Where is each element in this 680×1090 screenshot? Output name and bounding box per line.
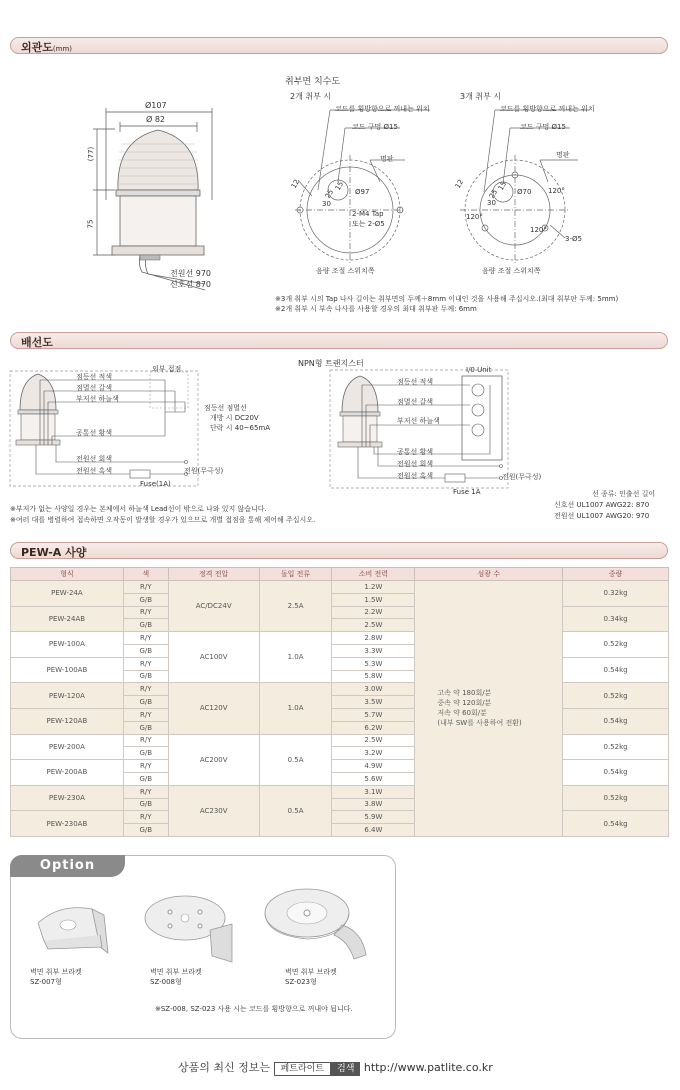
table-row: [11, 708, 669, 721]
table-cell: R/Y: [123, 734, 168, 747]
plate-label-two: 명판: [380, 155, 394, 163]
power-wire-black-label: 전원선 흑색: [76, 467, 113, 475]
cord-direction-label-three: 코드를 횡방향으로 꺼내는 위치: [500, 105, 595, 113]
holes-3-label: 3-Ø5: [565, 235, 582, 243]
flash-wire-label: 점멸선 갈색: [76, 384, 113, 392]
wire-length-power: 전원선 970: [170, 269, 211, 278]
spec-header-cell: 소비 전력: [332, 568, 415, 581]
fuse-label: Fuse(1A): [140, 480, 171, 488]
table-cell: 2.8W: [332, 632, 415, 645]
flash-count-line: 고속 약 180회/분: [437, 689, 492, 698]
table-cell: PEW-120AB: [11, 708, 124, 734]
wire-signal-spec: 신호선 UL1007 AWG22: 870: [554, 501, 650, 509]
table-cell: 3.0W: [332, 683, 415, 696]
table-cell: 0.54kg: [563, 760, 669, 786]
dim-107: Ø107: [145, 101, 167, 110]
mount-note-1: ※3개 취부 시의 Tap 나사 길이는 취부면의 두께＋8mm 이내인 것을 사용해 주십시오.(최대 취부판 두께: 5mm): [275, 295, 619, 303]
external-contact-label: 외부 접점: [152, 365, 182, 373]
table-cell: 1.2W: [332, 581, 415, 594]
io-unit-label: I/0 Unit: [466, 366, 492, 374]
table-cell: 0.34kg: [563, 606, 669, 632]
table-row: [11, 760, 669, 773]
table-cell: 5.6W: [332, 772, 415, 785]
bracket-sz007-image: [30, 895, 120, 965]
mount-title: 취부면 치수도: [285, 77, 341, 87]
table-cell: 6.2W: [332, 721, 415, 734]
spec-header-cell: 섬광 수: [415, 568, 563, 581]
table-cell: 3.1W: [332, 785, 415, 798]
angle-120-label-1: 120°: [548, 187, 565, 195]
table-cell: 6.4W: [332, 824, 415, 837]
section-title: 배선도: [21, 336, 53, 349]
dia-70-label: Ø70: [517, 188, 532, 196]
table-cell: 0.52kg: [563, 683, 669, 709]
r12-label-three: 12: [453, 178, 466, 190]
table-cell: PEW-24A: [11, 581, 124, 607]
spec-table-header: [11, 568, 669, 581]
table-cell: G/B: [123, 670, 168, 683]
table-cell: 0.5A: [259, 785, 332, 836]
npn-flash-wire-label: 점멸선 갈색: [397, 398, 434, 406]
table-cell: 5.3W: [332, 657, 415, 670]
table-cell: R/Y: [123, 657, 168, 670]
flash-count-line: 중속 약 120회/분: [437, 699, 492, 708]
table-row: [11, 657, 669, 670]
table-cell: R/Y: [123, 785, 168, 798]
option-3-name: 벽면 취부 브라켓: [285, 968, 337, 976]
angle-120-label-3: 120°: [530, 226, 547, 234]
wire-power-spec: 전원선 UL1007 AWG20: 970: [554, 512, 650, 520]
cord-direction-label-two: 코드를 횡방향으로 꺼내는 위치: [335, 105, 430, 113]
table-cell: AC/DC24V: [168, 581, 259, 632]
table-cell: 1.0A: [259, 683, 332, 734]
table-cell: R/Y: [123, 683, 168, 696]
section-unit: (mm): [52, 45, 72, 53]
table-cell: G/B: [123, 798, 168, 811]
table-cell: G/B: [123, 619, 168, 632]
contact-spec-2: 개방 시 DC20V: [210, 414, 259, 422]
r30-label-three: 30: [487, 199, 496, 207]
table-cell: 0.5A: [259, 734, 332, 785]
lamp-wire-label: 점등선 적색: [76, 373, 113, 381]
table-cell: G/B: [123, 747, 168, 760]
option-1-name: 벽면 취부 브라켓: [30, 968, 82, 976]
option-note: ※SZ-008, SZ-023 사용 시는 코드를 횡방향으로 꺼내야 됩니다.: [155, 1005, 353, 1013]
section-header-spec: [10, 542, 668, 559]
footer-search-field[interactable]: 페트라이트: [274, 1062, 331, 1076]
mount-three-label: 3개 취부 시: [460, 92, 502, 101]
table-row: [11, 683, 669, 696]
spec-header-cell: 돌입 전류: [259, 568, 332, 581]
table-cell: 3.8W: [332, 798, 415, 811]
contact-spec-3: 단락 시 40~65mA: [210, 424, 271, 432]
npn-power-black-label: 전원선 흑색: [397, 472, 434, 480]
table-cell: 2.5W: [332, 734, 415, 747]
flash-count-cell: [415, 581, 563, 837]
spec-header-cell: 정격 전압: [168, 568, 259, 581]
tap-label: 2-M4 Tap: [352, 210, 384, 218]
table-cell: G/B: [123, 824, 168, 837]
dia-97-label: Ø97: [355, 188, 370, 196]
table-cell: 2.5A: [259, 581, 332, 632]
cord-hole-label-three: 코드 구멍 Ø15: [520, 123, 566, 131]
volume-side-label-three: 음량 조절 스위치쪽: [482, 267, 541, 275]
npn-power-gray-label: 전원선 회색: [397, 460, 434, 468]
table-cell: AC120V: [168, 683, 259, 734]
npn-power-nonpolar-label: 전원(무극성): [502, 473, 542, 481]
table-cell: PEW-100A: [11, 632, 124, 658]
npn-common-wire-label: 공통선 황색: [397, 448, 434, 456]
buzzer-wire-label: 부저선 하늘색: [76, 395, 119, 403]
spec-header-cell: 중량: [563, 568, 669, 581]
mount-two-label: 2개 취부 시: [290, 92, 332, 101]
table-cell: R/Y: [123, 760, 168, 773]
r30-label-two: 30: [322, 200, 331, 208]
table-cell: 5.7W: [332, 708, 415, 721]
table-cell: G/B: [123, 772, 168, 785]
table-cell: PEW-200A: [11, 734, 124, 760]
power-nonpolar-label: 전원(무극성): [184, 467, 224, 475]
table-cell: 5.8W: [332, 670, 415, 683]
table-cell: 0.32kg: [563, 581, 669, 607]
flash-count-line: (내부 SW를 사용하여 전환): [437, 719, 522, 728]
cord-hole-label-two: 코드 구멍 Ø15: [352, 123, 398, 131]
table-cell: 0.54kg: [563, 708, 669, 734]
table-cell: R/Y: [123, 632, 168, 645]
r25-label-two: 25: [323, 188, 336, 200]
flash-count-line: 저속 약 60회/분: [437, 709, 487, 718]
common-wire-label: 공통선 황색: [76, 429, 113, 437]
table-cell: PEW-24AB: [11, 606, 124, 632]
table-row: [11, 734, 669, 747]
table-cell: AC200V: [168, 734, 259, 785]
npn-fuse-label: Fuse 1A: [453, 488, 481, 496]
npn-lamp-wire-label: 점등선 적색: [397, 378, 434, 386]
table-cell: 2.2W: [332, 606, 415, 619]
table-cell: PEW-100AB: [11, 657, 124, 683]
table-cell: PEW-200AB: [11, 760, 124, 786]
table-cell: 0.52kg: [563, 734, 669, 760]
section-title: 외관도: [21, 41, 53, 54]
table-cell: R/Y: [123, 811, 168, 824]
footer: [178, 1059, 493, 1076]
table-cell: 0.52kg: [563, 632, 669, 658]
wiring-note-1: ※부저가 없는 사양일 경우는 본체에서 하늘색 Lead선이 밖으로 나와 있지 않습니다.: [10, 505, 267, 513]
spec-header-cell: 색: [123, 568, 168, 581]
table-cell: 0.54kg: [563, 657, 669, 683]
dim-75: 75: [86, 219, 95, 229]
wiring-diagram-right: [0, 0, 680, 520]
bracket-sz023-image: [262, 885, 372, 965]
option-3-model: SZ-023형: [285, 978, 317, 986]
angle-120-label-2: 120°: [466, 213, 483, 221]
table-cell: G/B: [123, 644, 168, 657]
table-cell: 2.5W: [332, 619, 415, 632]
table-cell: 0.52kg: [563, 785, 669, 811]
wire-length-signal: 신호선 870: [170, 280, 211, 289]
spec-table: [10, 567, 669, 837]
table-cell: PEW-120A: [11, 683, 124, 709]
table-row: [11, 811, 669, 824]
table-cell: G/B: [123, 593, 168, 606]
option-2-model: SZ-008형: [150, 978, 182, 986]
npn-title: NPN형 트랜지스터: [298, 359, 364, 368]
table-cell: PEW-230AB: [11, 811, 124, 837]
table-cell: G/B: [123, 721, 168, 734]
table-cell: PEW-230A: [11, 785, 124, 811]
table-row: [11, 785, 669, 798]
r25-label-three: 25: [487, 188, 500, 200]
tap-or-label: 또는 2-Ø5: [352, 220, 385, 228]
footer-search-button[interactable]: 검색: [331, 1062, 360, 1076]
table-cell: 1.0A: [259, 632, 332, 683]
r15-label-three: 15: [496, 180, 509, 192]
table-cell: 3.5W: [332, 696, 415, 709]
wiring-note-2: ※여러 대를 병렬하여 접속하면 오작동이 발생할 경우가 있으므로 개별 접점을 통해 제어해 주십시오.: [10, 516, 316, 524]
table-cell: R/Y: [123, 606, 168, 619]
volume-side-label-two: 음량 조절 스위치쪽: [316, 267, 375, 275]
table-cell: G/B: [123, 696, 168, 709]
table-cell: R/Y: [123, 708, 168, 721]
table-row: [11, 581, 669, 594]
r15-label-two: 15: [333, 180, 346, 192]
spec-header-cell: 형식: [11, 568, 124, 581]
option-title: Option: [10, 855, 125, 877]
table-cell: 4.9W: [332, 760, 415, 773]
footer-url-link[interactable]: http://www.patlite.co.kr: [363, 1061, 493, 1074]
section-title: PEW-A 사양: [21, 546, 87, 559]
footer-text: 상품의 최신 정보는: [178, 1061, 271, 1074]
table-cell: R/Y: [123, 581, 168, 594]
option-1-model: SZ-007형: [30, 978, 62, 986]
dim-77: (77): [87, 146, 96, 162]
bracket-sz008-image: [140, 890, 240, 965]
plate-label-three: 명판: [556, 151, 570, 159]
table-cell: AC100V: [168, 632, 259, 683]
npn-buzzer-wire-label: 부저선 하늘색: [397, 417, 440, 425]
table-cell: 3.3W: [332, 644, 415, 657]
power-wire-gray-label: 전원선 회색: [76, 455, 113, 463]
table-cell: 3.2W: [332, 747, 415, 760]
contact-spec-1: 점등선 점멸선: [204, 404, 247, 412]
table-cell: 1.5W: [332, 593, 415, 606]
table-cell: AC230V: [168, 785, 259, 836]
option-2-name: 벽면 취부 브라켓: [150, 968, 202, 976]
dim-82: Ø 82: [146, 115, 166, 124]
table-row: [11, 632, 669, 645]
table-cell: 5.9W: [332, 811, 415, 824]
wire-type-title: 선 종류: 인출선 길이: [592, 490, 656, 498]
mount-note-2: ※2개 취부 시 부속 나사를 사용할 경우의 최대 취부판 두께: 6mm: [275, 305, 477, 313]
table-cell: 0.54kg: [563, 811, 669, 837]
table-row: [11, 606, 669, 619]
r12-label-two: 12: [289, 178, 302, 190]
